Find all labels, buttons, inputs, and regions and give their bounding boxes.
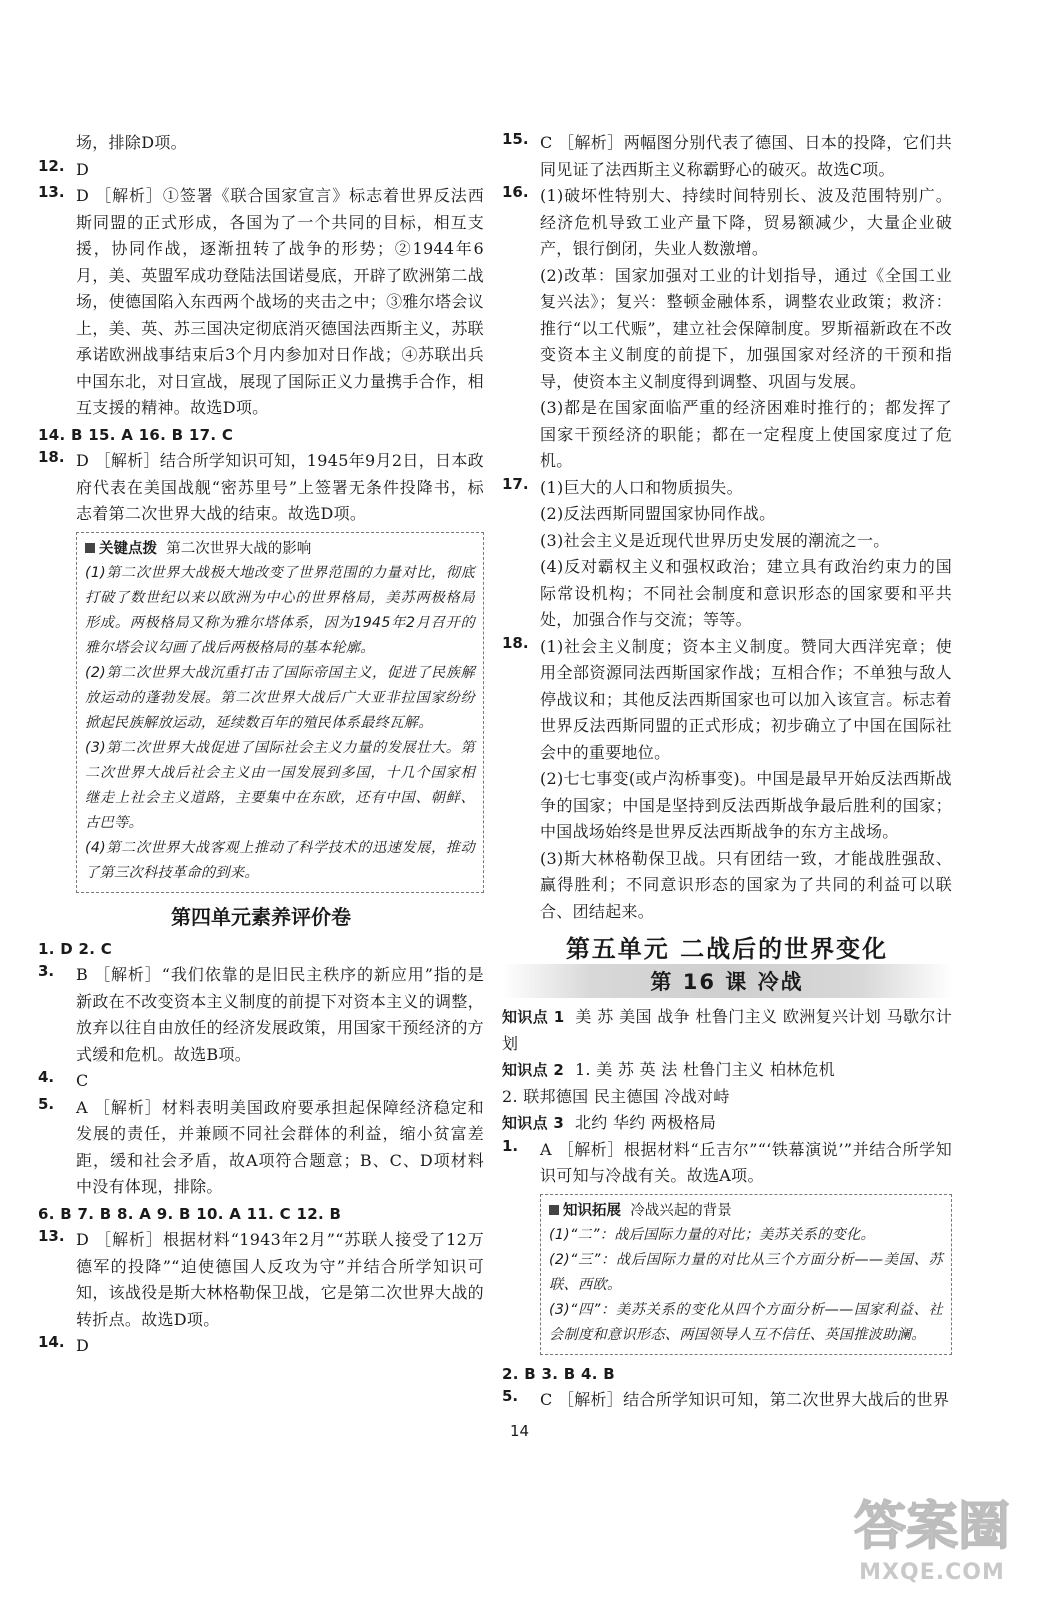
answer-text: B ［解析］“我们依靠的是旧民主秩序的新应用”指的是新政在不改变资本主义制度的前提下对资本主义的调整，放弃以往自由放任的经济发展政策，用国家干预经济的方式缓和危机。故选B项。	[76, 965, 484, 1064]
question-number: 1.	[502, 1136, 519, 1155]
unit-title: 第五单元 二战后的世界变化	[565, 935, 889, 963]
knowledge-point-label: 知识点 3	[502, 1114, 565, 1132]
answer-text: (3)都是在国家面临严重的经济困难时推行的；都发挥了国家干预经济的职能；都在一定程度上使国家度过了危机。	[540, 398, 952, 470]
square-bullet-icon	[549, 1205, 559, 1215]
box-header	[549, 1199, 943, 1223]
question-number: 12.	[38, 156, 65, 175]
answer-text: (3)社会主义是近现代世界历史发展的潮流之一。	[540, 530, 890, 550]
answer-text: (2)反法西斯同盟国家协同作战。	[540, 504, 776, 523]
answer-text: C ［解析］结合所学知识可知，第二次世界大战后的世界	[540, 1390, 950, 1409]
watermark-site: MXQE.COM	[859, 1560, 1005, 1585]
knowledge-point-2	[502, 1057, 952, 1084]
question-number: 18.	[38, 448, 65, 466]
answer-text: D	[76, 159, 90, 179]
answer-4	[38, 1068, 484, 1095]
answer-5	[38, 1095, 484, 1201]
question-number: 18.	[502, 633, 529, 652]
answer-13b	[38, 1227, 484, 1333]
square-bullet-icon	[85, 543, 95, 553]
answer-text: (1)社会主义制度；资本主义制度。赞同大西洋宪章；使用全部资源同法西斯国家作战；互相合作；不单独与敌人停战议和；其他反法西斯国家也可以加入该宣言。标志着世界反法西斯同盟的正式形成；初步确立了中国在国际社会中的重要地位。	[540, 636, 952, 762]
question-number: 4.	[38, 1068, 55, 1086]
answer-16	[502, 183, 952, 475]
answer-text: (4)反对霸权主义和强权政治；建立具有政治约束力的国际常设机构；不同社会制度和意识形态的国家要和平共处，加强合作与交流；等等。	[540, 557, 952, 629]
question-number: 17.	[502, 474, 529, 493]
answer-text: (3)斯大林格勒保卫战。只有团结一致，才能战胜强敌、赢得胜利；不同意识形态的国家为了共同的利益可以联合、团结起来。	[540, 848, 952, 921]
box-paragraph: (2)第二次世界大战沉重打击了国际帝国主义，促进了民族解放运动的蓬勃发展。第二次世界大战后广大亚非拉国家纷纷掀起民族解放运动，延续数百年的殖民体系最终瓦解。	[85, 664, 475, 731]
answer-5	[502, 1387, 952, 1414]
question-number: 5.	[38, 1094, 55, 1113]
knowledge-point-label: 知识点 1	[502, 1008, 565, 1026]
answer-text: A ［解析］材料表明美国政府要承担起保障经济稳定和发展的责任，并兼顾不同社会群体的利益，缩小贫富差距，缓和社会矛盾，故A项符合题意；B、C、D项材料中没有体现，排除。	[76, 1097, 484, 1196]
key-point-box	[76, 532, 484, 893]
box-tag: 知识拓展	[563, 1202, 621, 1219]
question-number: 15.	[502, 130, 529, 148]
answer-text: (2)七七事变(或卢沟桥事变)。中国是最早开始反法西斯战争的国家；中国是坚持到反法西斯战争最后胜利的国家；中国战场始终是世界反法西斯战争的东方主战场。	[540, 769, 952, 841]
knowledge-point-1	[502, 1004, 952, 1057]
right-column	[502, 130, 952, 1414]
answer-text: A ［解析］根据材料“丘吉尔”“‘铁幕演说’”并结合所学知识可知与冷战有关。故选A项。	[540, 1139, 952, 1185]
answer-text: (2)改革：国家加强对工业的计划指导，通过《全国工业复兴法》；复兴：整顿金融体系，调整农业政策；救济：推行“以工代赈”，建立社会保障制度。罗斯福新政在不改变资本主义制度的前提下，加强国家对经济的干预和指导，使资本主义制度得到调整、巩固与发展。	[540, 265, 952, 391]
answer-15	[502, 130, 952, 183]
answer-text: D ［解析］①签署《联合国家宣言》标志着世界反法西斯同盟的正式形成，各国为了一个共同的目标，相互支援，协同作战，逐渐扭转了战争的形势；②1944年6月，美、英盟军成功登陆法国诺曼底，开辟了欧洲第二战场，使德国陷入东西两个战场的夹击之中；③雅尔塔会议上，美、英、苏三国决定彻底消灭德国法西斯主义，苏联承诺欧洲战事结束后3个月内参加对日作战；④苏联出兵中国东北，对日宣战，展现了国际正义力量携手合作，相互支援的精神。故选D项。	[76, 186, 484, 417]
box-paragraph: (3)“四”：美苏关系的变化从四个方面分析——国家利益、社会制度和意识形态、两国领导人互不信任、英国推波助澜。	[549, 1301, 943, 1343]
answer-text: (1)巨大的人口和物质损失。	[540, 477, 743, 497]
watermark-icon	[842, 1482, 1022, 1562]
page-number: 14	[509, 1422, 530, 1440]
knowledge-point-2b: 2. 联邦德国 民主德国 冷战对峙	[502, 1086, 730, 1106]
answer-18	[502, 634, 952, 926]
answer-18	[38, 448, 484, 528]
box-tag: 关键点拨	[99, 540, 157, 557]
answer-text: D	[76, 1336, 90, 1355]
answer-text: 场，排除D项。	[76, 133, 187, 152]
answer-line-1-2: 1. D 2. C	[38, 939, 113, 958]
question-number: 3.	[38, 962, 55, 980]
knowledge-point-answers: 北约 华约 两极格局	[574, 1113, 717, 1132]
box-header	[85, 537, 475, 561]
box-title: 冷战兴起的背景	[630, 1202, 732, 1219]
knowledge-extension-box	[540, 1194, 952, 1355]
section-title: 第四单元素养评价卷	[171, 904, 351, 929]
answer-text: (1)破坏性特别大、持续时间特别长、波及范围特别广。经济危机导致工业产量下降，贸易额减少，大量企业破产，银行倒闭，失业人数激增。	[540, 186, 952, 258]
box-paragraph: (3)第二次世界大战促进了国际社会主义力量的发展壮大。第二次世界大战后社会主义由一国发展到多国，十几个国家相继走上社会主义道路，主要集中在东欧，还有中国、朝鲜、古巴等。	[85, 739, 475, 831]
answer-text: D ［解析］根据材料“1943年2月”“苏联人接受了12万德军的投降”“迫使德国人反攻为守”并结合所学知识可知，该战役是斯大林格勒保卫战，它是第二次世界大战的转折点。故选D项。	[76, 1230, 484, 1329]
knowledge-point-answers: 美 苏 美国 战争 杜鲁门主义 欧洲复兴计划 马歇尔计划	[502, 1007, 952, 1053]
answer-1	[502, 1137, 952, 1190]
knowledge-point-3	[502, 1110, 952, 1137]
answer-12	[38, 157, 484, 184]
knowledge-point-answers: 1. 美 苏 英 法 杜鲁门主义 柏林危机	[574, 1060, 836, 1079]
left-column	[38, 130, 484, 1360]
answer-text: D ［解析］结合所学知识可知，1945年9月2日，日本政府代表在美国战舰“密苏里号”上签署无条件投降书，标志着第二次世界大战的结束。故选D项。	[76, 451, 484, 523]
knowledge-point-label: 知识点 2	[502, 1061, 565, 1079]
answer-line-14-17: 14. B 15. A 16. B 17. C	[38, 425, 234, 444]
question-number: 5.	[502, 1387, 519, 1405]
box-title: 第二次世界大战的影响	[166, 540, 312, 557]
answer-line-6-12: 6. B 7. B 8. A 9. B 10. A 11. C 12. B	[38, 1204, 342, 1223]
question-number: 16.	[502, 183, 529, 201]
watermark-logo	[842, 1482, 1022, 1592]
answer-text: C	[76, 1071, 89, 1090]
question-number: 14.	[38, 1333, 65, 1351]
lesson-title: 第 16 课 冷战	[502, 964, 952, 998]
question-number: 13.	[38, 183, 65, 201]
answer-3	[38, 962, 484, 1068]
box-paragraph: (1)第二次世界大战极大地改变了世界范围的力量对比，彻底打破了数世纪以来以欧洲为中心的世界格局，美苏两极格局形成。两极格局又称为雅尔塔体系，因为1945年2月召开的雅尔塔会议勾画了战后两极格局的基本轮廓。	[85, 564, 475, 656]
box-paragraph: (1)“二”：战后国际力量的对比；美苏关系的变化。	[549, 1226, 876, 1243]
box-paragraph: (4)第二次世界大战客观上推动了科学技术的迅速发展，推动了第三次科技革命的到来。	[85, 839, 475, 881]
question-number: 13.	[38, 1227, 65, 1245]
answer-13	[38, 183, 484, 422]
answer-line-2-4: 2. B 3. B 4. B	[502, 1364, 616, 1383]
box-paragraph: (2)“三”：战后国际力量的对比从三个方面分析——美国、苏联、西欧。	[549, 1251, 943, 1293]
answer-14	[38, 1333, 484, 1360]
answer-text: C ［解析］两幅图分别代表了德国、日本的投降，它们共同见证了法西斯主义称霸野心的破灭。故选C项。	[540, 133, 952, 179]
watermark-chars: 答案圈	[853, 1497, 1011, 1557]
answer-17	[502, 475, 952, 634]
